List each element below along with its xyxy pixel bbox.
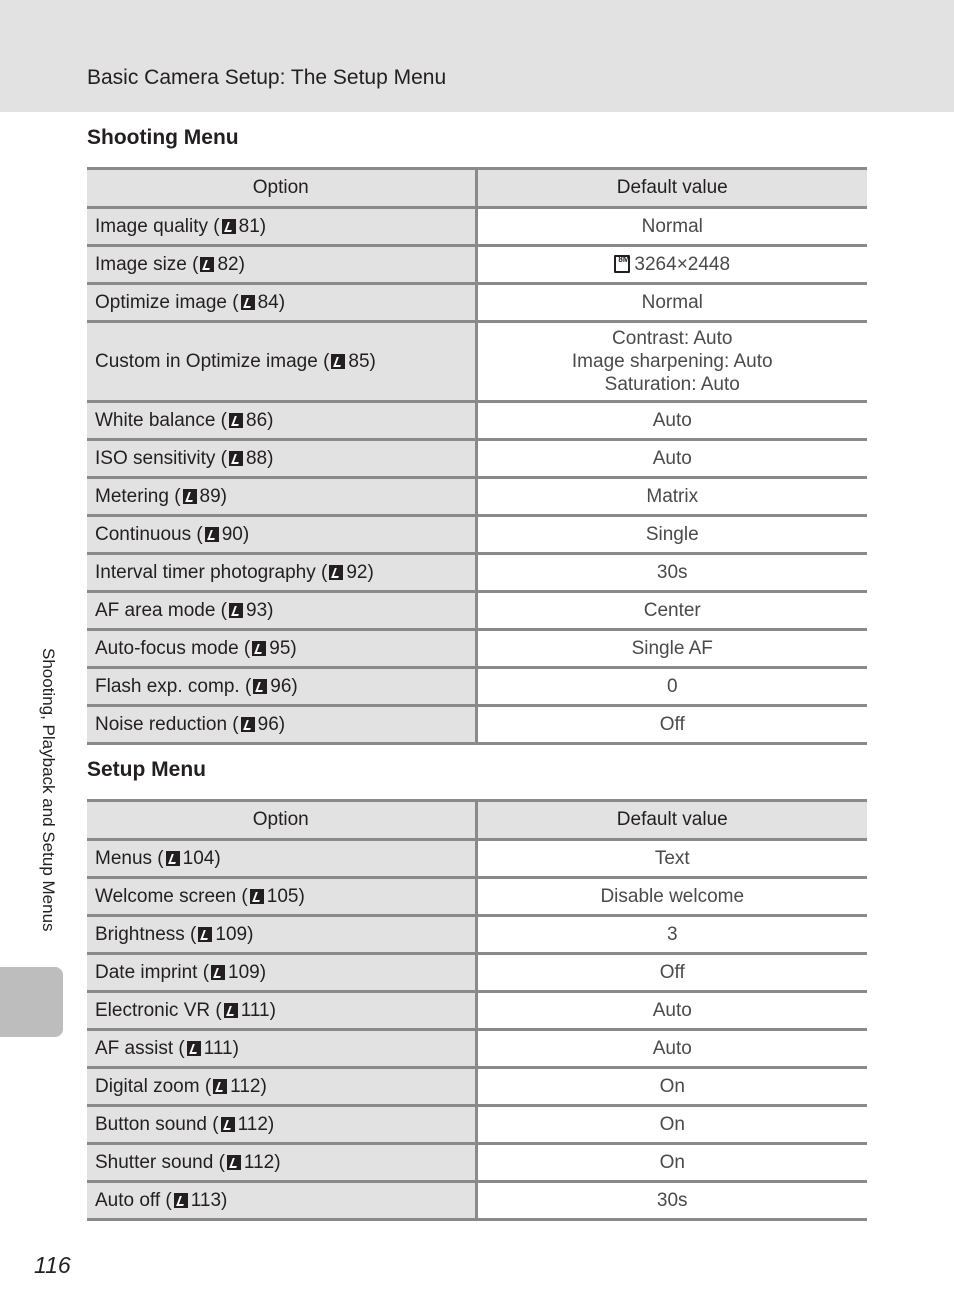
table-row (87, 478, 867, 516)
value-cell: On (476, 1106, 867, 1144)
value-cell: Auto (476, 1030, 867, 1068)
page-reference-icon (241, 295, 255, 310)
value-cell: Auto (476, 992, 867, 1030)
table-header-row (87, 169, 867, 208)
option-cell: Noise reduction ( 96) (87, 706, 476, 744)
value-cell: Matrix (476, 478, 867, 516)
page-reference-icon (213, 1079, 227, 1094)
table-row (87, 246, 867, 284)
option-cell: Welcome screen ( 105) (87, 878, 476, 916)
value-cell: Single AF (476, 630, 867, 668)
page-reference-icon (229, 413, 243, 428)
page-reference-icon (200, 257, 214, 272)
page-reference-icon (198, 927, 212, 942)
option-cell: AF area mode ( 93) (87, 592, 476, 630)
page-reference-icon (253, 679, 267, 694)
option-cell: Brightness ( 109) (87, 916, 476, 954)
image-size-8m-icon (614, 255, 630, 273)
page-reference-icon (252, 641, 266, 656)
page-header (0, 0, 954, 112)
table-row (87, 992, 867, 1030)
value-cell: On (476, 1144, 867, 1182)
chapter-side-label: Shooting, Playback and Setup Menus (39, 648, 58, 932)
value-cell: Off (476, 954, 867, 992)
option-cell: Image quality ( 81) (87, 208, 476, 246)
option-cell: Shutter sound ( 112) (87, 1144, 476, 1182)
page-number: 116 (34, 1252, 71, 1278)
value-cell: Contrast: Auto Image sharpening: Auto Saturation: Auto (476, 322, 867, 402)
value-cell: 8M 3264×2448 (476, 246, 867, 284)
option-cell: Auto off ( 113) (87, 1182, 476, 1220)
table-row (87, 840, 867, 878)
option-cell: Image size ( 82) (87, 246, 476, 284)
table-row (87, 1030, 867, 1068)
column-header-option: Option (87, 169, 476, 208)
value-cell: Auto (476, 440, 867, 478)
column-header-default: Default value (476, 801, 867, 840)
shooting-menu-title: Shooting Menu (87, 126, 239, 149)
value-cell: Auto (476, 402, 867, 440)
value-cell: Off (476, 706, 867, 744)
option-cell: AF assist ( 111) (87, 1030, 476, 1068)
header-title: Basic Camera Setup: The Setup Menu (87, 66, 447, 89)
page-reference-icon (183, 489, 197, 504)
table-row (87, 1068, 867, 1106)
value-cell: Single (476, 516, 867, 554)
option-cell: White balance ( 86) (87, 402, 476, 440)
table-row (87, 706, 867, 744)
value-cell: 30s (476, 554, 867, 592)
table-row (87, 284, 867, 322)
table-row (87, 1106, 867, 1144)
page-reference-icon (205, 527, 219, 542)
page-reference-icon (241, 717, 255, 732)
table-row (87, 878, 867, 916)
setup-menu-title: Setup Menu (87, 758, 206, 781)
table-row (87, 668, 867, 706)
table-row (87, 402, 867, 440)
table-row (87, 954, 867, 992)
column-header-default: Default value (476, 169, 867, 208)
table-row (87, 440, 867, 478)
table-row (87, 554, 867, 592)
table-row (87, 630, 867, 668)
page-reference-icon (229, 603, 243, 618)
option-cell: Digital zoom ( 112) (87, 1068, 476, 1106)
page-reference-icon (187, 1041, 201, 1056)
table-row (87, 516, 867, 554)
option-cell: Metering ( 89) (87, 478, 476, 516)
value-cell: Center (476, 592, 867, 630)
table-row (87, 916, 867, 954)
value-cell: Normal (476, 208, 867, 246)
table-row (87, 1182, 867, 1220)
value-cell: 3 (476, 916, 867, 954)
page-reference-icon (166, 851, 180, 866)
option-cell: Auto-focus mode ( 95) (87, 630, 476, 668)
option-cell: Optimize image ( 84) (87, 284, 476, 322)
option-cell: Flash exp. comp. ( 96) (87, 668, 476, 706)
page-reference-icon (174, 1193, 188, 1208)
page-reference-icon (229, 451, 243, 466)
page-reference-icon (227, 1155, 241, 1170)
setup-menu-table (87, 799, 867, 1221)
page-reference-icon (211, 965, 225, 980)
option-cell: Date imprint ( 109) (87, 954, 476, 992)
page-reference-icon (222, 219, 236, 234)
option-cell: Button sound ( 112) (87, 1106, 476, 1144)
option-cell: Custom in Optimize image ( 85) (87, 322, 476, 402)
option-cell: Continuous ( 90) (87, 516, 476, 554)
shooting-menu-table (87, 167, 867, 745)
table-header-row (87, 801, 867, 840)
option-cell: Menus ( 104) (87, 840, 476, 878)
value-cell: Normal (476, 284, 867, 322)
table-row (87, 1144, 867, 1182)
value-cell: 30s (476, 1182, 867, 1220)
value-cell: 0 (476, 668, 867, 706)
page-reference-icon (329, 565, 343, 580)
page-reference-icon (331, 354, 345, 369)
option-cell: Interval timer photography ( 92) (87, 554, 476, 592)
table-row (87, 592, 867, 630)
table-row (87, 208, 867, 246)
value-cell: Text (476, 840, 867, 878)
table-row (87, 322, 867, 402)
column-header-option: Option (87, 801, 476, 840)
option-cell: Electronic VR ( 111) (87, 992, 476, 1030)
value-cell: On (476, 1068, 867, 1106)
value-cell: Disable welcome (476, 878, 867, 916)
page-reference-icon (221, 1117, 235, 1132)
page-reference-icon (250, 889, 264, 904)
page-reference-icon (224, 1003, 238, 1018)
chapter-tab (0, 967, 63, 1037)
option-cell: ISO sensitivity ( 88) (87, 440, 476, 478)
